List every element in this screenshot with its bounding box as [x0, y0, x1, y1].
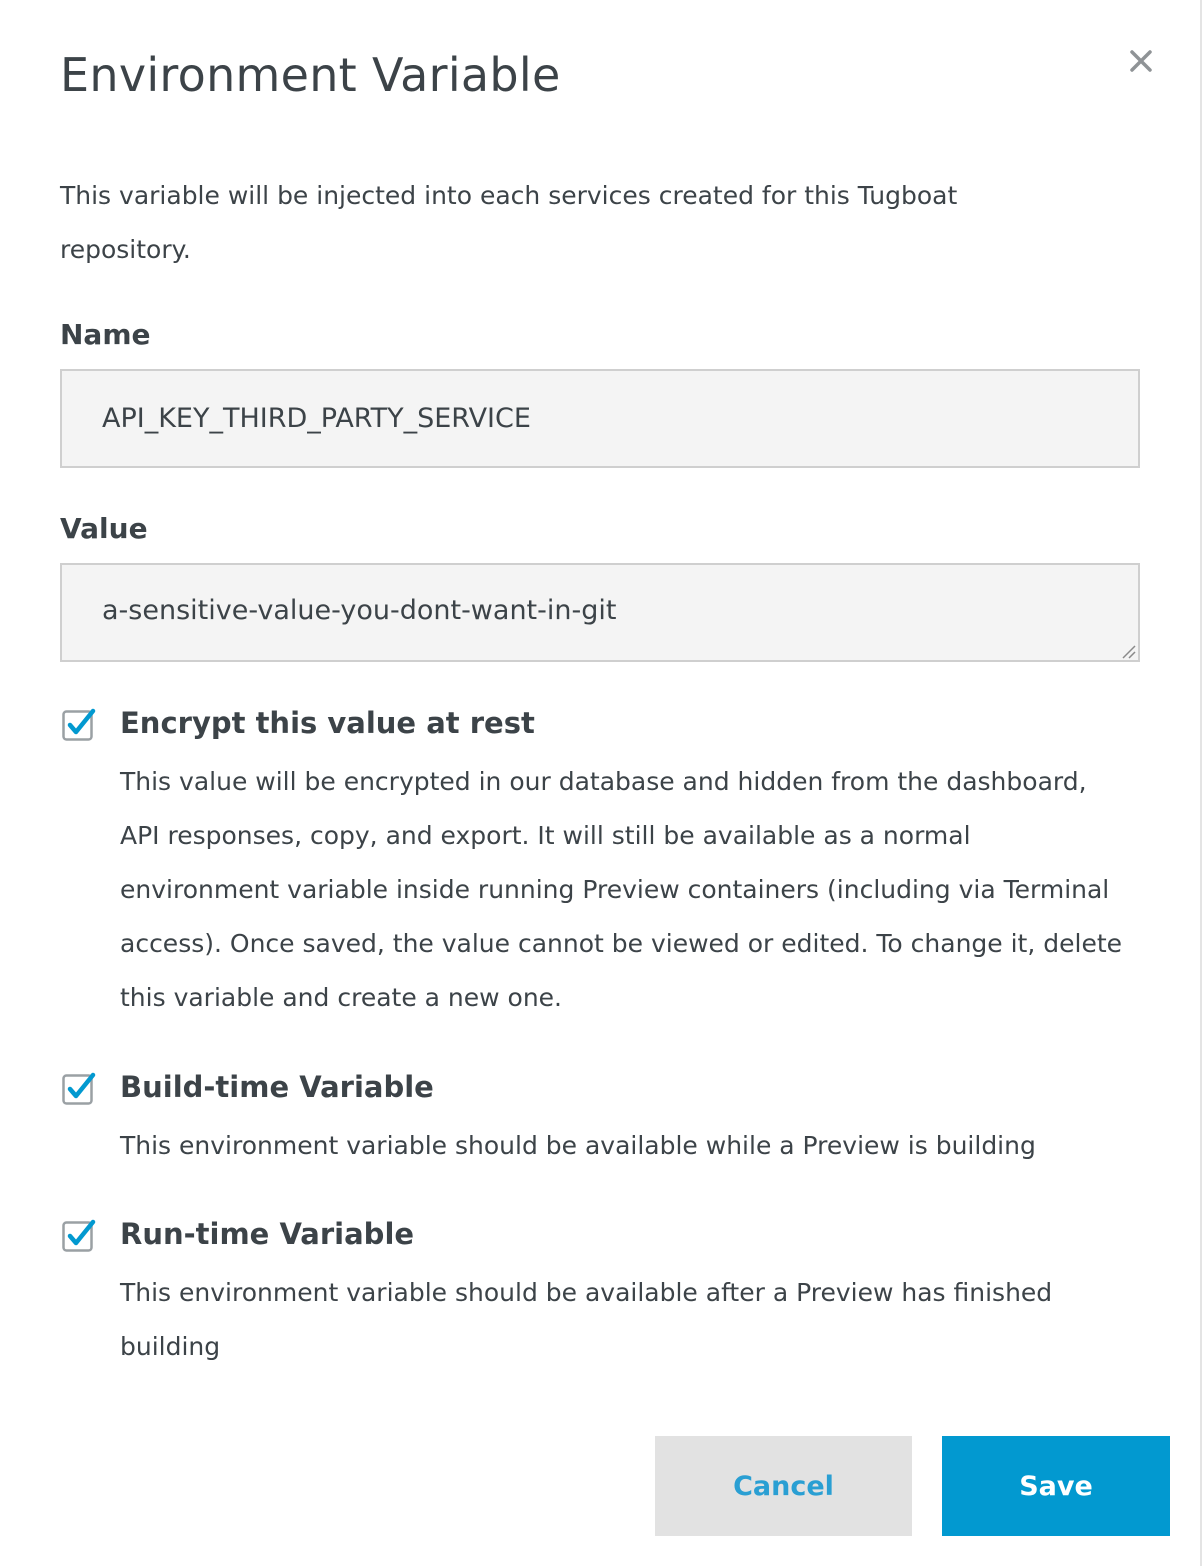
- run-time-description: This environment variable should be available after a Preview has finished building: [120, 1278, 1053, 1361]
- value-label: Value: [60, 512, 148, 545]
- dialog-title: Environment Variable: [60, 48, 561, 102]
- encrypt-title[interactable]: Encrypt this value at rest: [120, 706, 535, 740]
- build-time-title[interactable]: Build-time Variable: [120, 1070, 434, 1104]
- name-input[interactable]: [60, 369, 1140, 468]
- dialog-intro: This variable will be injected into each services created for this Tugboat repository.: [60, 181, 958, 264]
- build-time-description: This environment variable should be available while a Preview is building: [120, 1131, 1036, 1160]
- build-time-checkbox[interactable]: [62, 1072, 96, 1106]
- encrypt-checkbox[interactable]: [62, 708, 96, 742]
- cancel-button[interactable]: Cancel: [655, 1436, 912, 1536]
- run-time-checkbox[interactable]: [62, 1219, 96, 1253]
- close-button[interactable]: [1124, 44, 1158, 78]
- run-time-title[interactable]: Run-time Variable: [120, 1217, 415, 1251]
- save-button[interactable]: Save: [942, 1436, 1170, 1536]
- encrypt-description: This value will be encrypted in our database and hidden from the dashboard, API responses, copy, and export. It will still be available as a normal environment variable inside running Preview containers (including via Terminal access). Once saved, the value cannot be viewed or edited. To change it, delete this variable and create a new one.: [120, 767, 1123, 1012]
- name-label: Name: [60, 318, 151, 351]
- value-textarea[interactable]: [60, 563, 1140, 662]
- close-icon: [1124, 44, 1158, 78]
